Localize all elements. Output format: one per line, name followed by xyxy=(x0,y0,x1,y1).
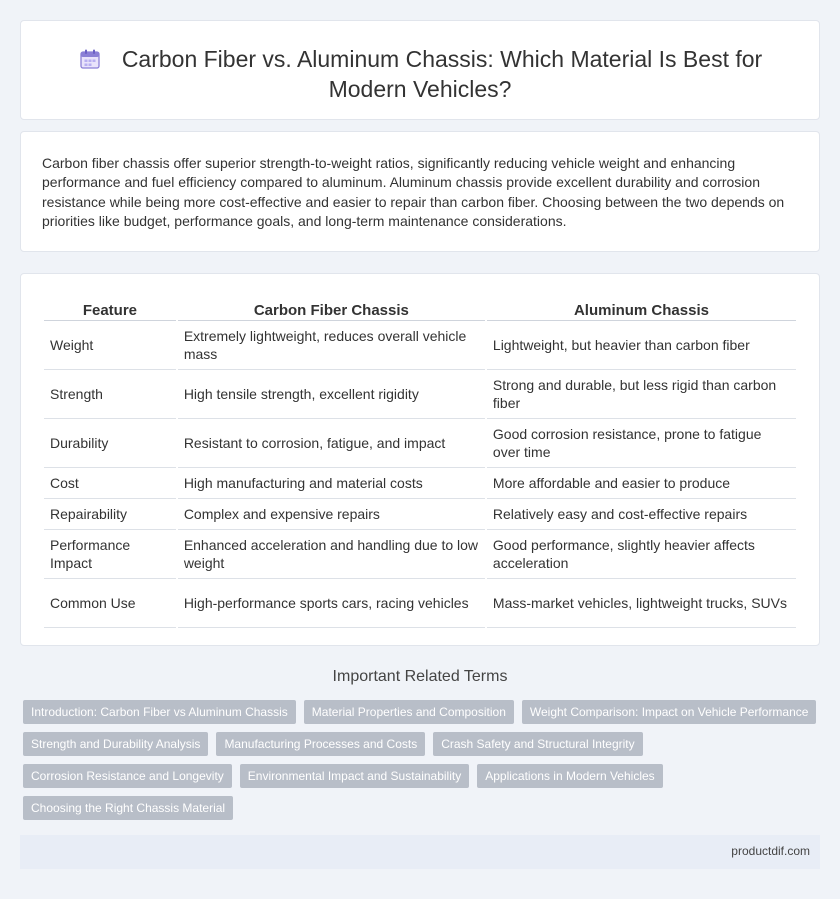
related-term-tag[interactable]: Weight Comparison: Impact on Vehicle Performance xyxy=(522,700,817,724)
aluminum-cell: Good performance, slightly heavier affects acceleration xyxy=(487,530,796,579)
related-term-tag[interactable]: Corrosion Resistance and Longevity xyxy=(23,764,232,788)
aluminum-cell: Relatively easy and cost-effective repairs xyxy=(487,499,796,530)
feature-cell: Repairability xyxy=(44,499,176,530)
carbon-fiber-cell: High tensile strength, excellent rigidity xyxy=(178,370,485,419)
title-card xyxy=(20,20,820,120)
feature-cell: Durability xyxy=(44,419,176,468)
related-term-tag[interactable]: Introduction: Carbon Fiber vs Aluminum Chassis xyxy=(23,700,296,724)
footer-site-link[interactable]: productdif.com xyxy=(731,844,810,858)
header-aluminum: Aluminum Chassis xyxy=(487,297,796,321)
aluminum-cell: Good corrosion resistance, prone to fatigue over time xyxy=(487,419,796,468)
aluminum-cell: Strong and durable, but less rigid than carbon fiber xyxy=(487,370,796,419)
related-term-tag[interactable]: Choosing the Right Chassis Material xyxy=(23,796,233,820)
related-term-tag[interactable]: Manufacturing Processes and Costs xyxy=(216,732,425,756)
page-title-row xyxy=(21,44,819,104)
table-row xyxy=(44,419,796,468)
summary-card xyxy=(20,131,820,252)
table-row xyxy=(44,370,796,419)
carbon-fiber-cell: Complex and expensive repairs xyxy=(178,499,485,530)
footer xyxy=(20,835,820,869)
related-term-tag[interactable]: Strength and Durability Analysis xyxy=(23,732,208,756)
feature-cell: Common Use xyxy=(44,579,176,628)
related-term-tag[interactable]: Environmental Impact and Sustainability xyxy=(240,764,469,788)
table-row xyxy=(44,530,796,579)
table-row xyxy=(44,499,796,530)
carbon-fiber-cell: Extremely lightweight, reduces overall vehicle mass xyxy=(178,321,485,370)
aluminum-cell: Lightweight, but heavier than carbon fiber xyxy=(487,321,796,370)
carbon-fiber-cell: High-performance sports cars, racing vehicles xyxy=(178,579,485,628)
related-terms-list xyxy=(23,700,823,820)
table-row xyxy=(44,468,796,499)
calendar-icon xyxy=(78,47,102,71)
related-term-tag[interactable]: Crash Safety and Structural Integrity xyxy=(433,732,642,756)
comparison-table xyxy=(42,297,798,628)
header-feature: Feature xyxy=(44,297,176,321)
carbon-fiber-cell: Resistant to corrosion, fatigue, and impact xyxy=(178,419,485,468)
related-terms-heading: Important Related Terms xyxy=(332,668,508,685)
feature-cell: Cost xyxy=(44,468,176,499)
carbon-fiber-cell: Enhanced acceleration and handling due to low weight xyxy=(178,530,485,579)
related-term-tag[interactable]: Material Properties and Composition xyxy=(304,700,514,724)
carbon-fiber-cell: High manufacturing and material costs xyxy=(178,468,485,499)
summary-text: Carbon fiber chassis offer superior strength-to-weight ratios, significantly reducing vehicle weight and enhancing performance and fuel efficiency compared to aluminum. Aluminum chassis provide excellent durability and corrosion resistance while being more cost-effective and easier to repair than carbon fiber. Choosing between the two depends on priorities like budget, performance goals, and long-term maintenance considerations. xyxy=(42,155,785,229)
table-header-row xyxy=(44,297,796,321)
feature-cell: Performance Impact xyxy=(44,530,176,579)
feature-cell: Strength xyxy=(44,370,176,419)
aluminum-cell: More affordable and easier to produce xyxy=(487,468,796,499)
feature-cell: Weight xyxy=(44,321,176,370)
comparison-card xyxy=(20,273,820,646)
table-row xyxy=(44,579,796,628)
aluminum-cell: Mass-market vehicles, lightweight trucks, SUVs xyxy=(487,579,796,628)
table-row xyxy=(44,321,796,370)
page-title: Carbon Fiber vs. Aluminum Chassis: Which Material Is Best for Modern Vehicles? xyxy=(121,46,763,102)
related-term-tag[interactable]: Applications in Modern Vehicles xyxy=(477,764,662,788)
header-carbon-fiber: Carbon Fiber Chassis xyxy=(178,297,485,321)
